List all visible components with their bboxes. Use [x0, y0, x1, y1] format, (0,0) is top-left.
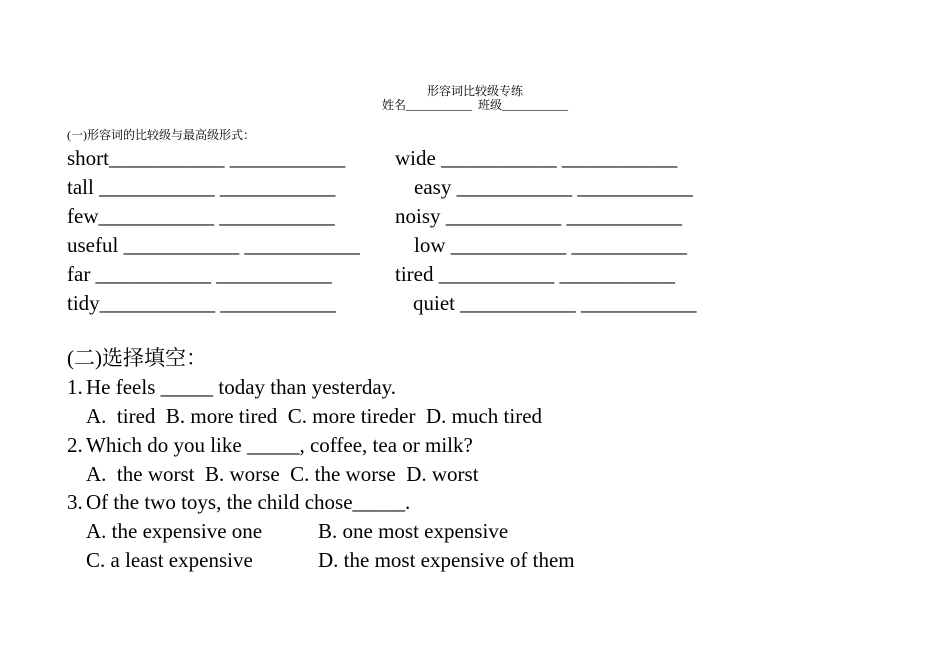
- word-right: low ___________ ___________: [414, 233, 687, 257]
- name-class-line: 姓名___________ 班级___________: [381, 98, 568, 112]
- option-a: A. the expensive one: [86, 519, 263, 543]
- question-number: 1.: [67, 375, 83, 399]
- option-c: C. a least expensive: [86, 548, 253, 572]
- word-row: [0, 145, 950, 174]
- question-options: A. tired B. more tired C. more tireder D. much tired: [86, 404, 543, 428]
- word-right: tired ___________ ___________: [395, 262, 675, 286]
- section2-heading: (二)选择填空：: [67, 346, 207, 370]
- word-row: [0, 261, 950, 290]
- question-number: 2.: [67, 433, 83, 457]
- word-left: tidy___________ ___________: [67, 291, 336, 315]
- word-row: [0, 203, 950, 232]
- word-row: [0, 174, 950, 203]
- word-left: few___________ ___________: [67, 204, 335, 228]
- word-row: [0, 290, 950, 319]
- word-right: wide ___________ ___________: [395, 146, 678, 170]
- option-b: B. one most expensive: [318, 519, 509, 543]
- word-left: tall ___________ ___________: [67, 175, 336, 199]
- question-text: Which do you like _____, coffee, tea or milk?: [86, 433, 473, 457]
- section1-heading: (一)形容词的比较级与最高级形式：: [67, 128, 255, 142]
- question-options: A. the worst B. worse C. the worse D. worst: [86, 462, 479, 486]
- word-right: noisy ___________ ___________: [395, 204, 683, 228]
- question-number: 3.: [67, 490, 83, 514]
- question-text: He feels _____ today than yesterday.: [86, 375, 397, 399]
- worksheet-title: 形容词比较级专练: [426, 84, 523, 98]
- word-right: easy ___________ ___________: [414, 175, 693, 199]
- word-row: [0, 232, 950, 261]
- word-left: far ___________ ___________: [67, 262, 332, 286]
- word-left: short___________ ___________: [67, 146, 346, 170]
- option-d: D. the most expensive of them: [318, 548, 575, 572]
- word-left: useful ___________ ___________: [67, 233, 360, 257]
- word-right: quiet ___________ ___________: [413, 291, 697, 315]
- question-text: Of the two toys, the child chose_____.: [86, 490, 411, 514]
